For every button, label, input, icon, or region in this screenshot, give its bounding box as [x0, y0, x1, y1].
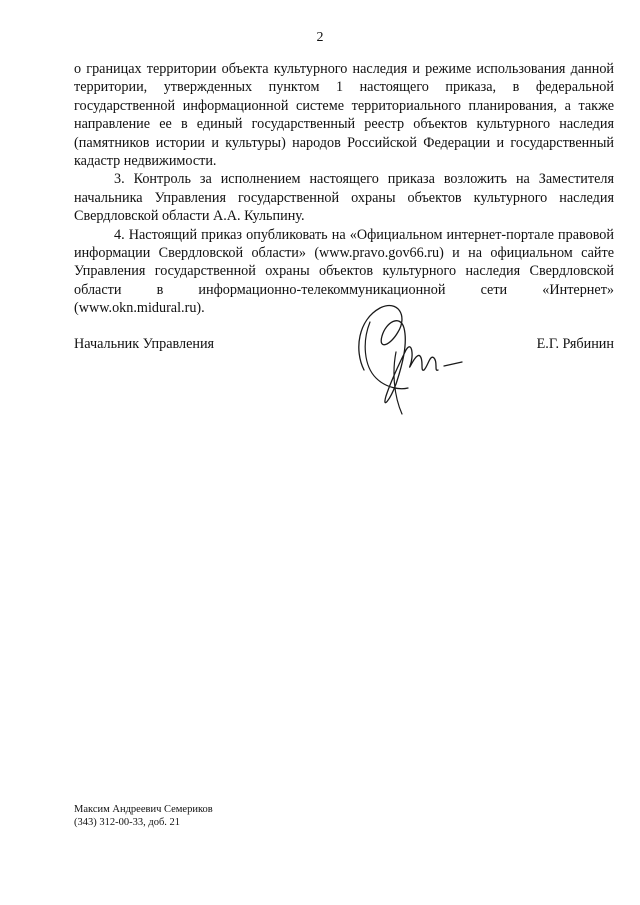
- document-body: [74, 60, 614, 318]
- signatory-position: Начальник Управления: [74, 336, 215, 352]
- signature-block: [74, 332, 614, 452]
- signatory-name: Е.Г. Рябинин: [536, 336, 614, 352]
- paragraph-item-3: 3. Контроль за исполнением настоящего приказа возложить на Заместителя начальника Управления государственной охраны объектов культурного наследия Свердловской области А.А. Кульпину.: [74, 171, 614, 225]
- paragraph-item-4: 4. Настоящий приказ опубликовать на «Официальном интернет-портале правовой информации Свердловской области» (www.pravo.gov66.ru) и на официальном сайте Управления государственной охраны объектов культурного наследия Свердловской области в информационно-телекоммуникационной сети «Интернет» (www.okn.midural.ru).: [74, 226, 614, 317]
- executor-phone: (343) 312-00-33, доб. 21: [74, 817, 181, 828]
- executor-name: Максим Андреевич Семериков: [74, 804, 213, 815]
- page-number: 2: [316, 30, 324, 45]
- handwritten-signature: [342, 292, 472, 432]
- executor-footer: [74, 803, 213, 829]
- paragraph-continuation: о границах территории объекта культурного наследия и режиме использования данной территории, утвержденных пунктом 1 настоящего приказа, в федеральной государственной информационной системе территориального планирования, а также направление ее в единый государственный реестр объектов культурного наследия (памятников истории и культуры) народов Российской Федерации и государственный кадастр недвижимости.: [74, 61, 614, 170]
